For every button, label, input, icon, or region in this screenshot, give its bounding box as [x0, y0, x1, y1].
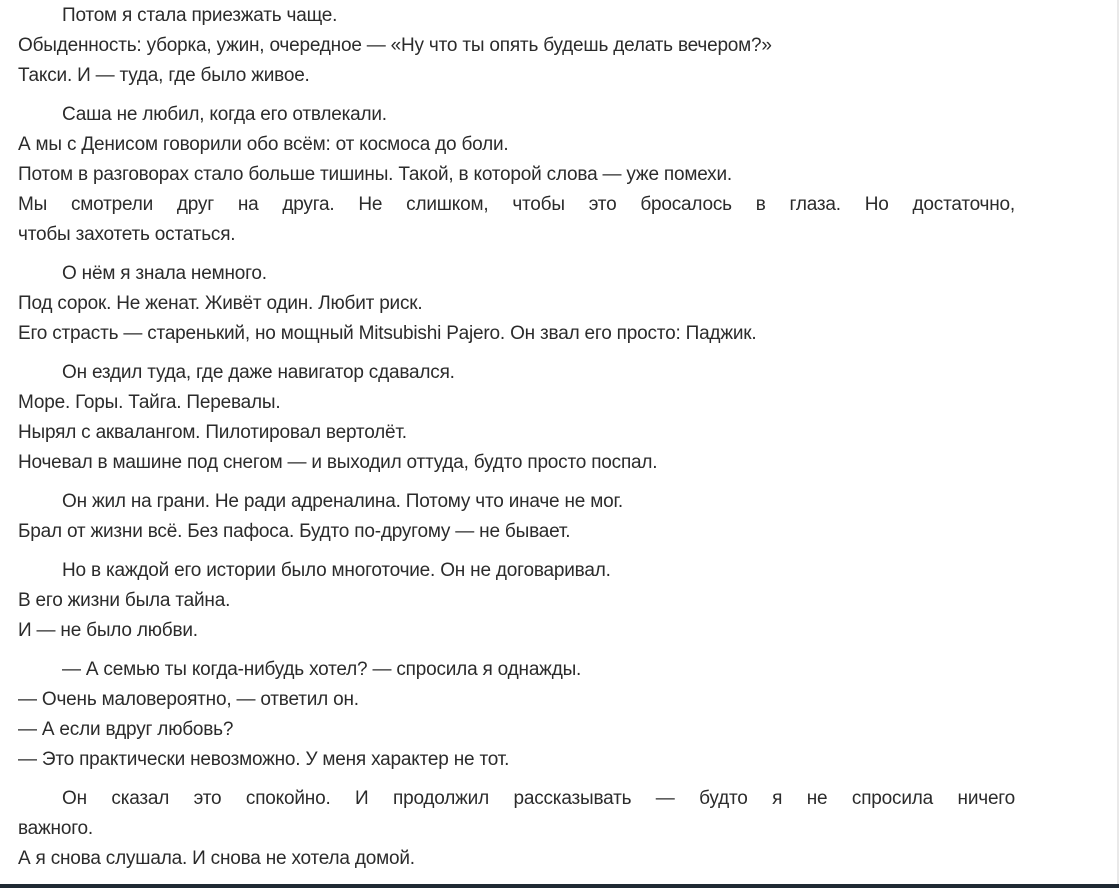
text-line: Обыденность: уборка, ужин, очередное — «Ну что ты опять будешь делать вечером?»	[18, 35, 772, 56]
text-line: А мы с Денисом говорили обо всём: от космоса до боли.	[18, 134, 509, 155]
dialogue-line: — Это практически невозможно. У меня характер не тот.	[18, 749, 510, 770]
text-line: Потом я стала приезжать чаще.	[62, 5, 338, 26]
text-line: Море. Горы. Тайга. Перевалы.	[18, 392, 281, 413]
paragraph-7-dialogue	[18, 655, 1015, 775]
dialogue-line: — А если вдруг любовь?	[18, 719, 234, 740]
text-line: Он жил на грани. Не ради адреналина. Потому что иначе не мог.	[62, 491, 623, 512]
bottom-bar	[0, 884, 1119, 888]
paragraph-3	[18, 259, 1015, 349]
text-line: Его страсть — старенький, но мощный Mitsubishi Pajero. Он звал его просто: Паджик.	[18, 323, 757, 344]
text-line: А я снова слушала. И снова не хотела домой.	[18, 848, 415, 869]
text-line: Но в каждой его истории было многоточие. Он не договаривал.	[62, 560, 611, 581]
text-line: Ночевал в машине под снегом — и выходил оттуда, будто просто поспал.	[18, 452, 658, 473]
text-line: О нём я знала немного.	[62, 263, 267, 284]
text-line: Под сорок. Не женат. Живёт один. Любит риск.	[18, 293, 423, 314]
paragraph-1	[18, 1, 1015, 91]
text-line: И — не было любви.	[18, 620, 198, 641]
text-line: Он сказал это спокойно. И продолжил рассказывать — будто я не спросила ничего	[62, 788, 1015, 809]
dialogue-line: — Очень маловероятно, — ответил он.	[18, 689, 359, 710]
paragraph-5	[18, 487, 1015, 547]
text-line: Мы смотрели друг на друга. Не слишком, чтобы это бросалось в глаза. Но достаточно,	[18, 194, 1015, 215]
paragraph-2	[18, 100, 1015, 250]
text-line: Нырял с аквалангом. Пилотировал вертолёт.	[18, 422, 407, 443]
dialogue-line: — А семью ты когда-нибудь хотел? — спросила я однажды.	[62, 659, 582, 680]
text-line: Брал от жизни всё. Без пафоса. Будто по-другому — не бывает.	[18, 521, 571, 542]
text-line: Он ездил туда, где даже навигатор сдавался.	[62, 362, 455, 383]
text-line: чтобы захотеть остаться.	[18, 224, 236, 245]
text-line: Потом в разговорах стало больше тишины. Такой, в которой слова — уже помехи.	[18, 164, 732, 185]
text-line: Такси. И — туда, где было живое.	[18, 65, 310, 86]
paragraph-8	[18, 784, 1015, 874]
document-body	[18, 1, 1015, 883]
text-line: важного.	[18, 818, 93, 839]
text-line: В его жизни была тайна.	[18, 590, 231, 611]
paragraph-4	[18, 358, 1015, 478]
paragraph-6	[18, 556, 1015, 646]
text-line: Саша не любил, когда его отвлекали.	[62, 104, 387, 125]
